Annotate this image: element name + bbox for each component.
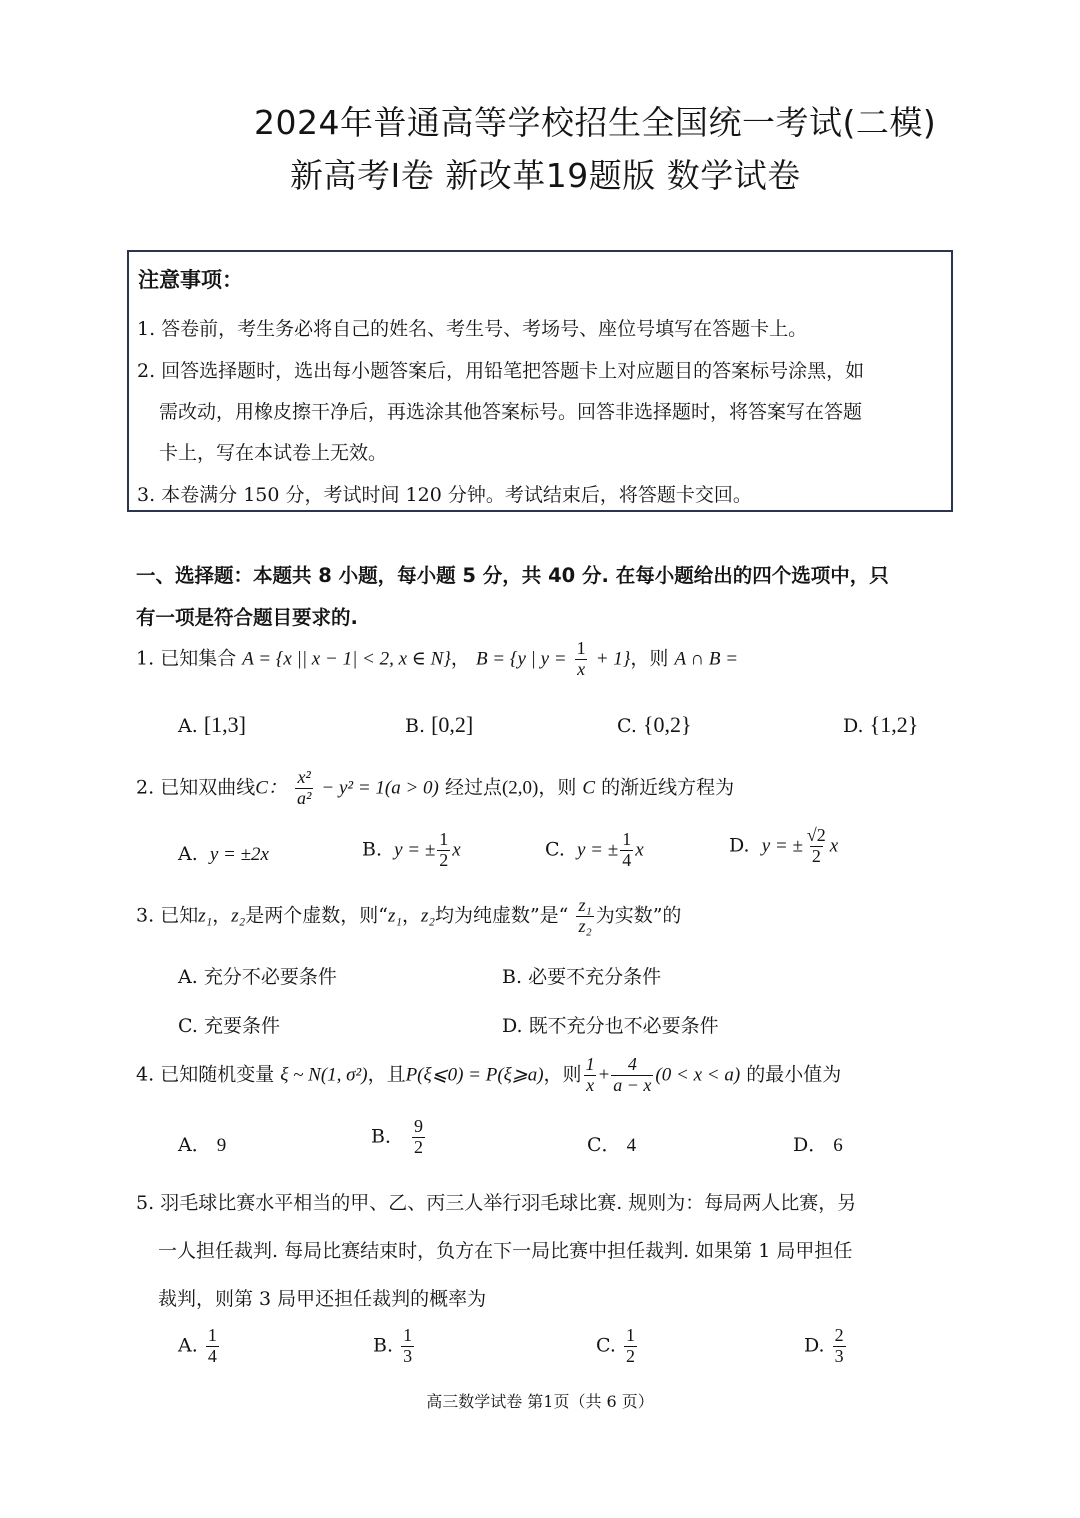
option-label: B. — [405, 715, 426, 737]
question-text: 的最小值为 — [746, 1063, 842, 1086]
fraction-denominator: 4 — [622, 849, 632, 870]
option-value: 6 — [833, 1135, 843, 1156]
question-text: 为实数”的 — [595, 904, 682, 927]
option-value: {1,2} — [869, 712, 919, 737]
option-a[interactable] — [178, 843, 269, 866]
question-text: 已知集合 — [160, 647, 237, 670]
question-1: 1. 已知集合 A = {x || x − 1| < 2, x ∈ N}， B = {y | y = $\frac{1}{x}$ + 1}，则 A ∩ B = — [136, 638, 739, 679]
fraction-denominator: 2 — [414, 1136, 424, 1157]
fraction-denominator: a² — [296, 787, 312, 808]
question-number: 5. — [136, 1192, 155, 1214]
var-z2: z₂ — [231, 905, 246, 927]
option-pre: y = ± — [577, 839, 619, 861]
option-a[interactable] — [178, 962, 337, 989]
comma: ， — [401, 904, 421, 927]
option-label: C. — [178, 1015, 198, 1037]
option-value: [0,2] — [431, 712, 474, 737]
fraction-numerator: x² — [297, 767, 311, 787]
option-post: x — [829, 835, 839, 857]
option-value: {0,2} — [642, 712, 692, 737]
fraction-denominator: 2 — [811, 845, 821, 866]
option-label: D. — [843, 715, 864, 737]
fraction-denominator: 2 — [439, 849, 449, 870]
notice-line: 卡上，写在本试卷上无效。 — [159, 442, 388, 464]
fraction — [584, 1055, 597, 1096]
fraction — [295, 768, 313, 809]
question-text: 已知 — [160, 904, 199, 927]
option-value: 充要条件 — [203, 1015, 280, 1037]
fraction-denominator: x — [577, 658, 586, 679]
question-text: 均为纯虚数”是“ — [434, 904, 569, 927]
option-label: D. — [729, 834, 750, 857]
option-value: [1,3] — [203, 712, 246, 737]
option-label: D. — [502, 1015, 523, 1037]
option-a[interactable] — [178, 1326, 221, 1367]
option-label: B. — [373, 1334, 394, 1357]
fraction — [624, 1326, 637, 1367]
question-5 — [136, 1188, 856, 1215]
fraction-numerator: z₁ — [578, 895, 592, 915]
var-z1: z₁ — [387, 905, 402, 927]
question-text: ，则 — [543, 1063, 582, 1086]
section-header: 有一项是符合题目要求的. — [136, 606, 358, 629]
option-label: A. — [178, 966, 198, 988]
option-label: D． — [793, 1134, 828, 1156]
question-text: 一人担任裁判. 每局比赛结束时，负方在下一局比赛中担任裁判. 如果第 1 局甲担任 — [158, 1240, 853, 1262]
fraction-numerator: 2 — [834, 1325, 844, 1345]
set-b-pre: B = {y | y = — [475, 648, 567, 670]
exam-title: 2024年普通高等学校招生全国统一考试(二模) — [254, 103, 937, 142]
fraction-numerator: 1 — [439, 829, 449, 849]
fraction-numerator: 1 — [622, 829, 632, 849]
option-a[interactable] — [178, 712, 246, 738]
option-value: y = ±2x — [209, 844, 269, 865]
question-text: ，则 — [630, 647, 669, 670]
distribution: ξ ~ N(1, σ²) — [280, 1064, 368, 1086]
expression: A ∩ B = — [674, 648, 739, 670]
question-number: 1. — [136, 647, 155, 670]
fraction-numerator: 1 — [207, 1325, 217, 1345]
comma: ， — [212, 904, 232, 927]
question-text: 裁判，则第 3 局甲还担任裁判的概率为 — [158, 1288, 487, 1310]
option-label: C. — [596, 1334, 616, 1357]
option-c[interactable] — [545, 830, 644, 871]
question-text: 经过点 — [444, 776, 502, 799]
fraction — [576, 896, 593, 937]
notice-box — [127, 250, 953, 512]
condition: (0 < x < a) — [655, 1064, 741, 1086]
fraction-denominator: x — [586, 1074, 595, 1095]
fraction — [575, 639, 588, 680]
option-c[interactable] — [178, 1011, 280, 1038]
option-label: C． — [587, 1134, 621, 1156]
question-text: ，则 — [538, 776, 577, 799]
option-c[interactable] — [617, 712, 692, 738]
notice-line: 1. 答卷前，考生务必将自己的姓名、考生号、考场号、座位号填写在答题卡上。 — [137, 318, 808, 340]
fraction — [401, 1326, 414, 1367]
probability: P(ξ⩽0) = P(ξ⩾a) — [405, 1064, 544, 1086]
option-value: 4 — [626, 1135, 637, 1156]
fraction — [437, 830, 450, 871]
option-b[interactable] — [405, 712, 473, 738]
fraction-numerator: 4 — [627, 1054, 637, 1074]
option-post: x — [452, 839, 461, 861]
fraction-numerator: 1 — [585, 1054, 595, 1074]
option-a[interactable] — [178, 1130, 226, 1157]
option-label: A. — [178, 715, 198, 737]
option-b[interactable] — [502, 962, 661, 989]
option-value: 充分不必要条件 — [203, 966, 337, 988]
plus-sign: + — [598, 1064, 610, 1086]
option-label: A． — [178, 1134, 211, 1156]
option-value: 既不充分也不必要条件 — [528, 1015, 719, 1037]
fraction-denominator: z₂ — [578, 915, 592, 936]
option-d[interactable] — [729, 826, 838, 867]
fraction — [805, 826, 828, 867]
question-text: 已知随机变量 — [160, 1063, 275, 1086]
question-number: 4. — [136, 1063, 155, 1086]
section-header: 一、选择题：本题共 8 小题，每小题 5 分，共 40 分. 在每小题给出的四个选项中，只 — [136, 564, 889, 587]
fraction-denominator: 3 — [403, 1345, 413, 1366]
option-label: B. — [362, 838, 383, 861]
notice-line: 需改动，用橡皮擦干净后，再选涂其他答案标号。回答非选择题时，将答案写在答题 — [159, 401, 863, 423]
option-b[interactable] — [371, 1117, 427, 1158]
exam-subtitle: 新高考I卷 新改革19题版 数学试卷 — [290, 156, 801, 195]
page-footer: 高三数学试卷 第1页（共 6 页） — [426, 1392, 654, 1411]
option-label: B. — [502, 966, 523, 988]
option-label: B． — [371, 1125, 404, 1148]
question-text: 是两个虚数，则“ — [245, 904, 388, 927]
fraction-denominator: 2 — [625, 1345, 635, 1366]
option-d[interactable] — [502, 1011, 719, 1038]
fraction — [206, 1326, 219, 1367]
question-text: 已知双曲线 — [160, 776, 256, 799]
fraction — [611, 1055, 653, 1096]
notice-line: 2. 回答选择题时，选出每小题答案后，用铅笔把答题卡上对应题目的答案标号涂黑，如 — [137, 360, 865, 382]
notice-line: 3. 本卷满分 150 分，考试时间 120 分钟。考试结束后，将答题卡交回。 — [137, 484, 752, 506]
option-label: C. — [617, 715, 637, 737]
equation: − y² = 1(a > 0) — [321, 777, 439, 799]
fraction-numerator: √2 — [806, 825, 826, 845]
fraction-denominator: 3 — [834, 1345, 844, 1366]
option-value: 9 — [216, 1135, 227, 1156]
fraction-numerator: 1 — [625, 1325, 635, 1345]
question-2 — [136, 768, 734, 809]
question-text: 羽毛球比赛水平相当的甲、乙、丙三人举行羽毛球比赛. 规则为：每局两人比赛，另 — [160, 1192, 857, 1214]
option-c[interactable] — [587, 1130, 636, 1157]
var-z2: z₂ — [420, 905, 435, 927]
option-b[interactable] — [362, 830, 461, 871]
option-c[interactable] — [596, 1326, 639, 1367]
point: (2,0) — [501, 777, 539, 799]
option-d[interactable] — [804, 1326, 848, 1367]
question-4 — [136, 1055, 841, 1096]
option-b[interactable] — [373, 1326, 416, 1367]
option-post: x — [635, 839, 644, 861]
set-a: A = {x || x − 1| < 2, x ∈ N} — [242, 648, 451, 670]
option-d[interactable] — [793, 1130, 843, 1157]
option-d[interactable] — [843, 712, 918, 738]
question-number: 2. — [136, 776, 155, 799]
fraction-denominator: a − x — [613, 1074, 652, 1095]
fraction — [620, 830, 633, 871]
fraction-numerator: 1 — [403, 1325, 413, 1345]
option-label: A. — [178, 843, 198, 865]
notice-title: 注意事项： — [138, 268, 243, 292]
question-3 — [136, 896, 681, 937]
question-number: 3. — [136, 904, 155, 927]
set-b-post: + 1} — [595, 648, 631, 670]
fraction — [412, 1117, 425, 1158]
curve-name: C： — [255, 777, 287, 799]
option-pre: y = ± — [394, 839, 436, 861]
fraction-numerator: 1 — [576, 638, 586, 658]
var-z1: z₁ — [198, 905, 213, 927]
option-label: D. — [804, 1334, 825, 1357]
fraction-numerator: 9 — [414, 1116, 424, 1136]
option-value: 必要不充分条件 — [528, 966, 662, 988]
curve-var: C — [582, 777, 596, 799]
option-pre: y = ± — [761, 835, 803, 857]
question-text: 的渐近线方程为 — [601, 776, 735, 799]
question-text: ，且 — [367, 1063, 406, 1086]
fraction — [833, 1326, 846, 1367]
option-label: A. — [178, 1334, 198, 1357]
option-label: C. — [545, 838, 565, 861]
fraction-denominator: 4 — [207, 1345, 217, 1366]
